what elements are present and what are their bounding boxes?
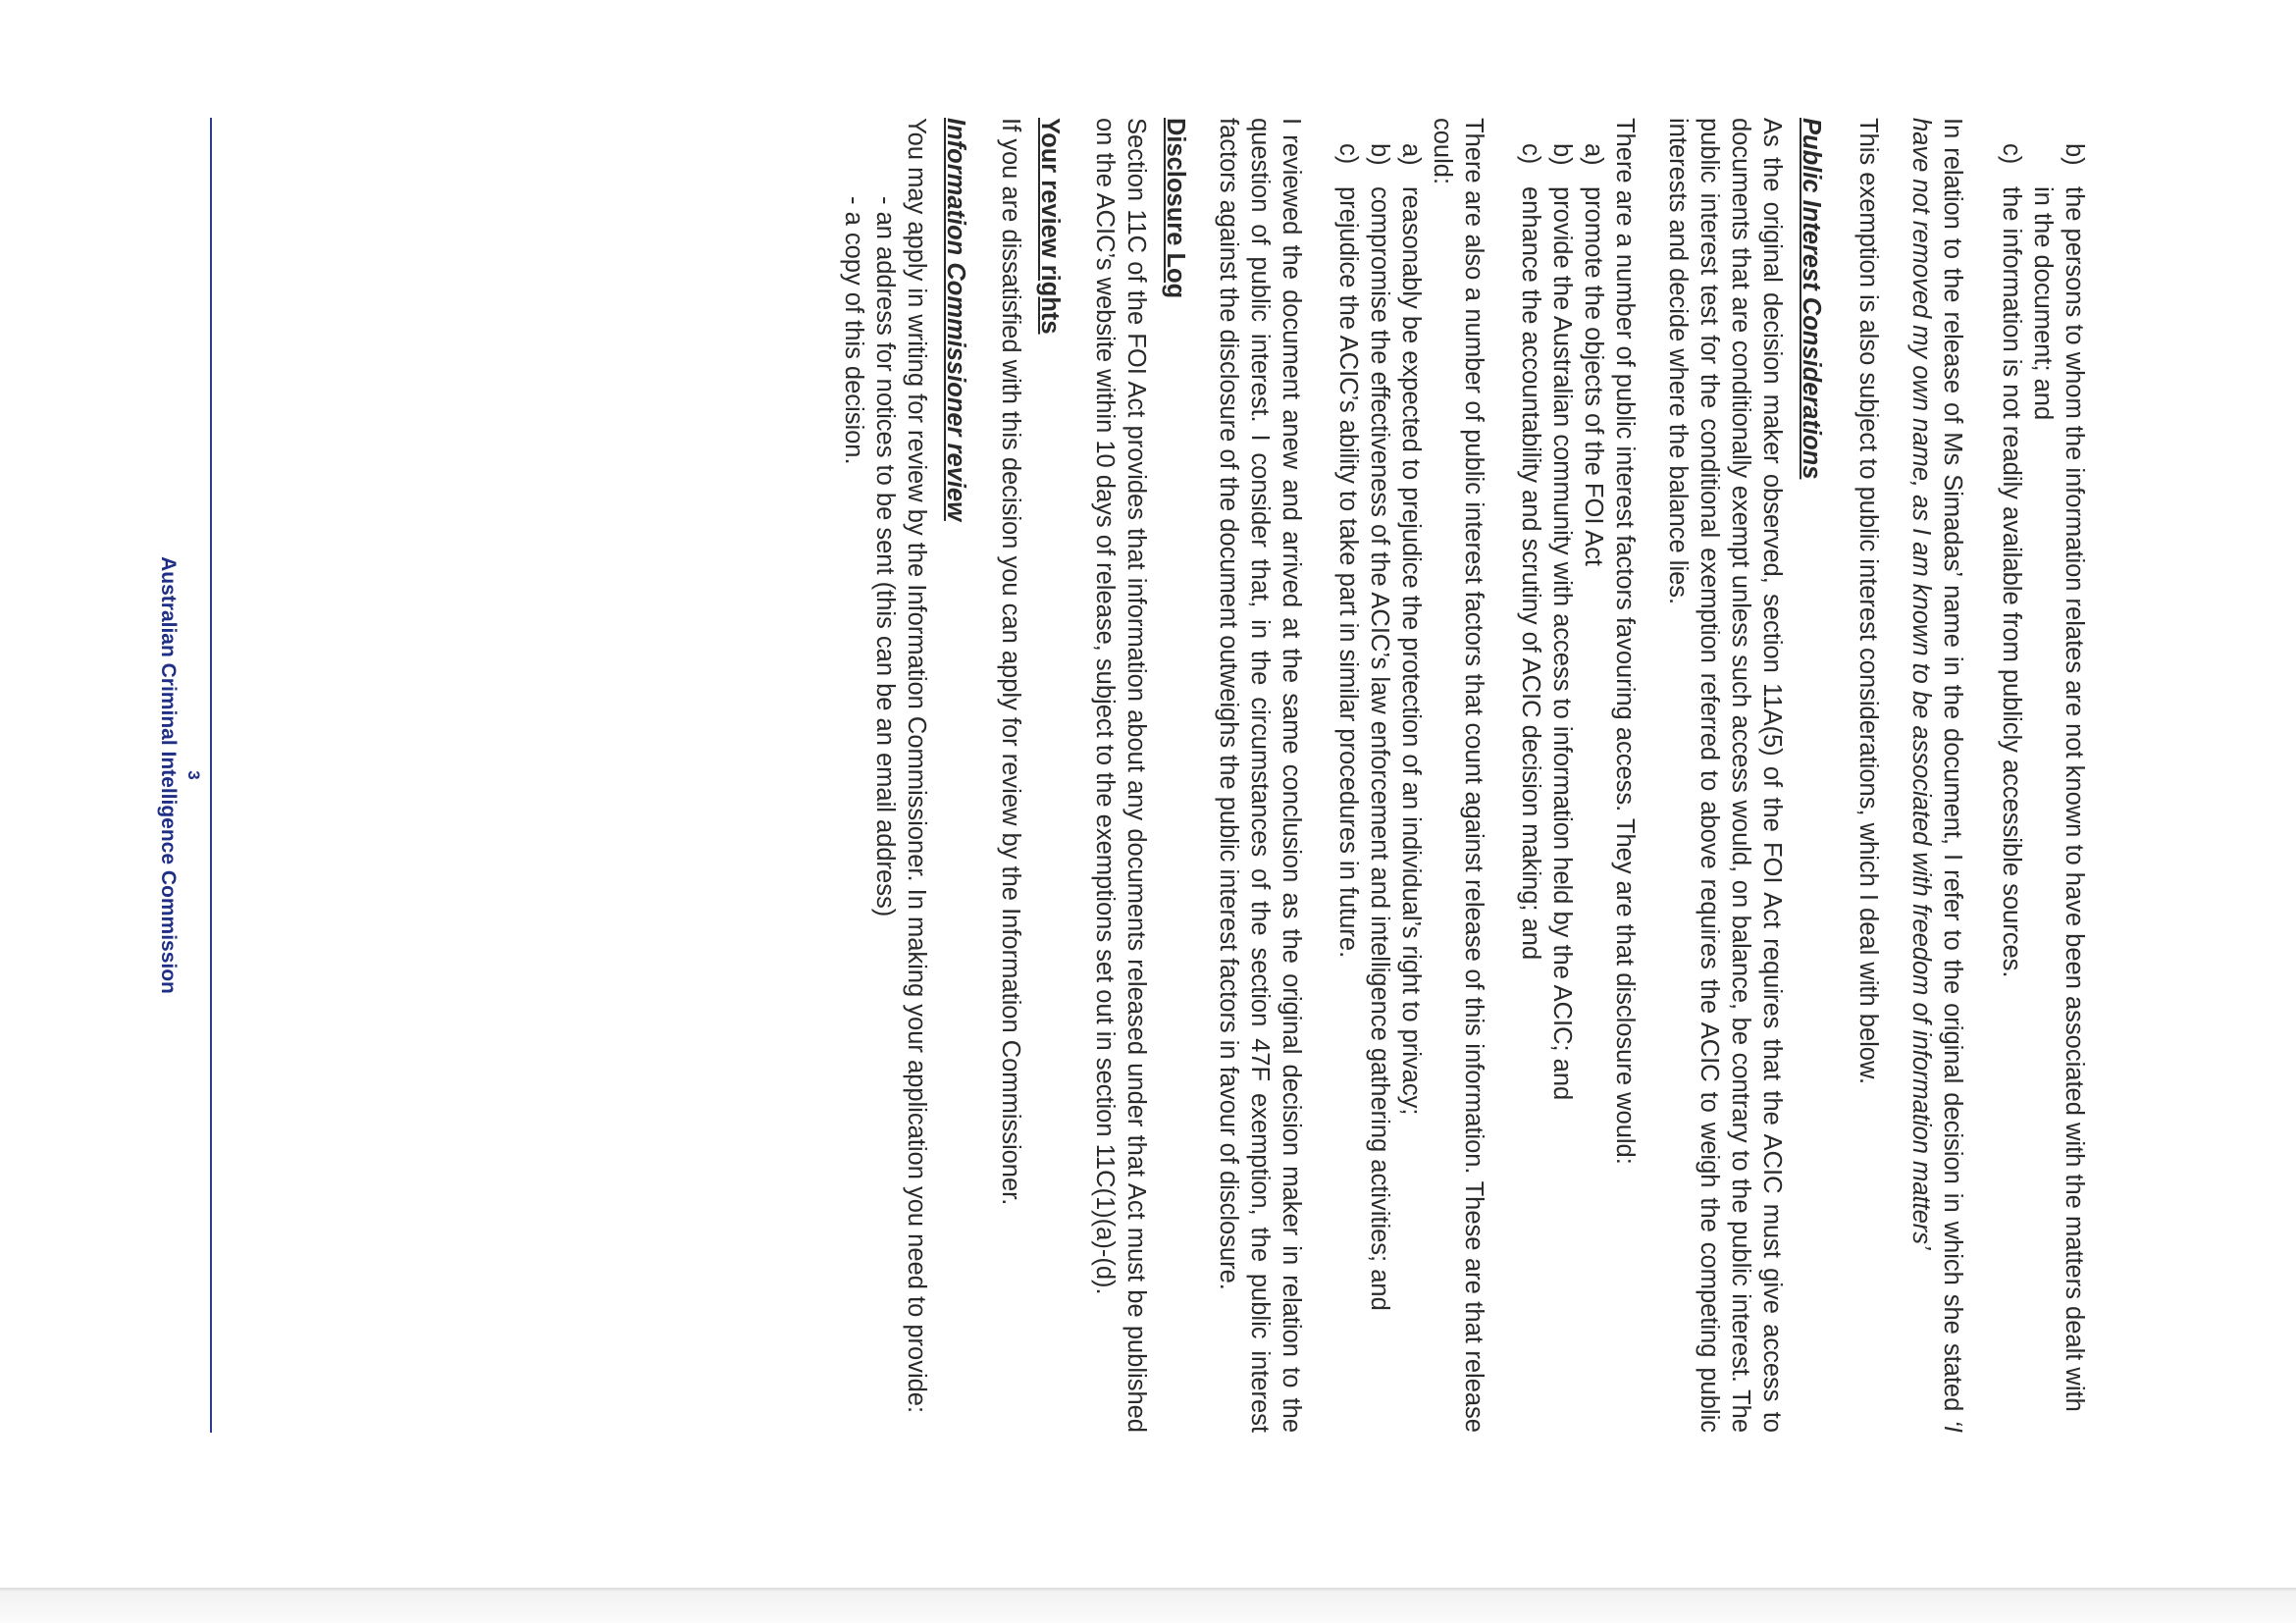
release-paragraph: In relation to the release of Ms Simadas’ name in the document, I refer to the original decision in which she stated ‘I have not removed my own name, as I am known to be associated with freedom of information matters’ bbox=[1907, 118, 1966, 1433]
footer-divider bbox=[210, 118, 212, 1433]
list-item: - an address for notices to be sent (this can be an email address) bbox=[871, 196, 899, 917]
ic-review-requirements bbox=[838, 118, 901, 1433]
conclusion-paragraph: I reviewed the document anew and arrived at the same conclusion as the original decision maker in relation to the question of public interest. I consider that, in the circumstances of the section 47F exemption, the public interest factors against the disclosure of the document outweighs the public interest factors in favour of disclosure. bbox=[1215, 118, 1305, 1433]
list-item: - a copy of this decision. bbox=[840, 196, 867, 465]
public-interest-paragraph: As the original decision maker observed, section 11A(5) of the FOI Act requires that the ACIC must give access to documents that are conditionally exempt unless such access would, on balance, be contrary to the public interest. The public interest test for the conditional exemption referred to above requires the ACIC to weigh the competing public interests and decide where the balance lies. bbox=[1664, 118, 1786, 1433]
list-item: c) enhance the accountability and scrutiny of ACIC decision making; and bbox=[1517, 143, 1544, 961]
list-item: a) promote the objects of the FOI Act bbox=[1580, 143, 1607, 566]
against-intro: There are also a number of public interest factors that count against release of this information. These are that release could: bbox=[1429, 118, 1487, 1433]
against-list bbox=[1332, 118, 1427, 1433]
list-item: b) the persons to whom the information relates are not known to have been associated with the matters dealt with in the document; and bbox=[2029, 143, 2088, 1412]
disclosure-log-heading: Disclosure Log bbox=[1162, 118, 1189, 299]
scan-edge-shadow bbox=[0, 1588, 2296, 1623]
ic-review-heading: Information Commissioner review bbox=[942, 118, 969, 521]
list-item: b) compromise the effectiveness of the ACIC’s law enforcement and intelligence gathering activities; and bbox=[1366, 143, 1393, 1311]
favouring-list bbox=[1515, 118, 1609, 1433]
review-rights-heading: Your review rights bbox=[1036, 118, 1064, 335]
favouring-intro: There are a number of public interest factors favouring access. They are that disclosure would: bbox=[1611, 118, 1639, 1165]
footer-organisation: Australian Criminal Intelligence Commission bbox=[157, 556, 180, 994]
review-rights-paragraph: If you are dissatisfied with this decision you can apply for review by the Information Commissioner. bbox=[997, 118, 1024, 1206]
list-item: c) the information is not readily available from publicly accessible sources. bbox=[1998, 143, 2025, 978]
rotated-document bbox=[137, 118, 2119, 1433]
list-item: a) reasonably be expected to prejudice the protection of an individual’s right to privacy; bbox=[1397, 143, 1425, 1116]
list-item: b) provide the Australian community with access to information held by the ACIC; and bbox=[1548, 143, 1576, 1101]
exemption-conditions-list bbox=[1996, 118, 2090, 1433]
list-item: c) prejudice the ACIC’s ability to take part in similar procedures in future. bbox=[1334, 143, 1362, 959]
ic-review-paragraph: You may apply in writing for review by the Information Commissioner. In making your application you need to provide: bbox=[903, 118, 930, 1414]
exemption-paragraph: This exemption is also subject to public interest considerations, which I deal with below. bbox=[1854, 118, 1882, 1085]
public-interest-heading: Public Interest Considerations bbox=[1798, 118, 1825, 480]
document-body bbox=[838, 118, 2090, 1433]
disclosure-log-paragraph: Section 11C of the FOI Act provides that information about any documents released under that Act must be published on the ACIC’s website within 10 days of release, subject to the exemptions set out in section 11C(1)(a)-(d). bbox=[1091, 118, 1150, 1433]
page-number: 3 bbox=[184, 770, 203, 780]
